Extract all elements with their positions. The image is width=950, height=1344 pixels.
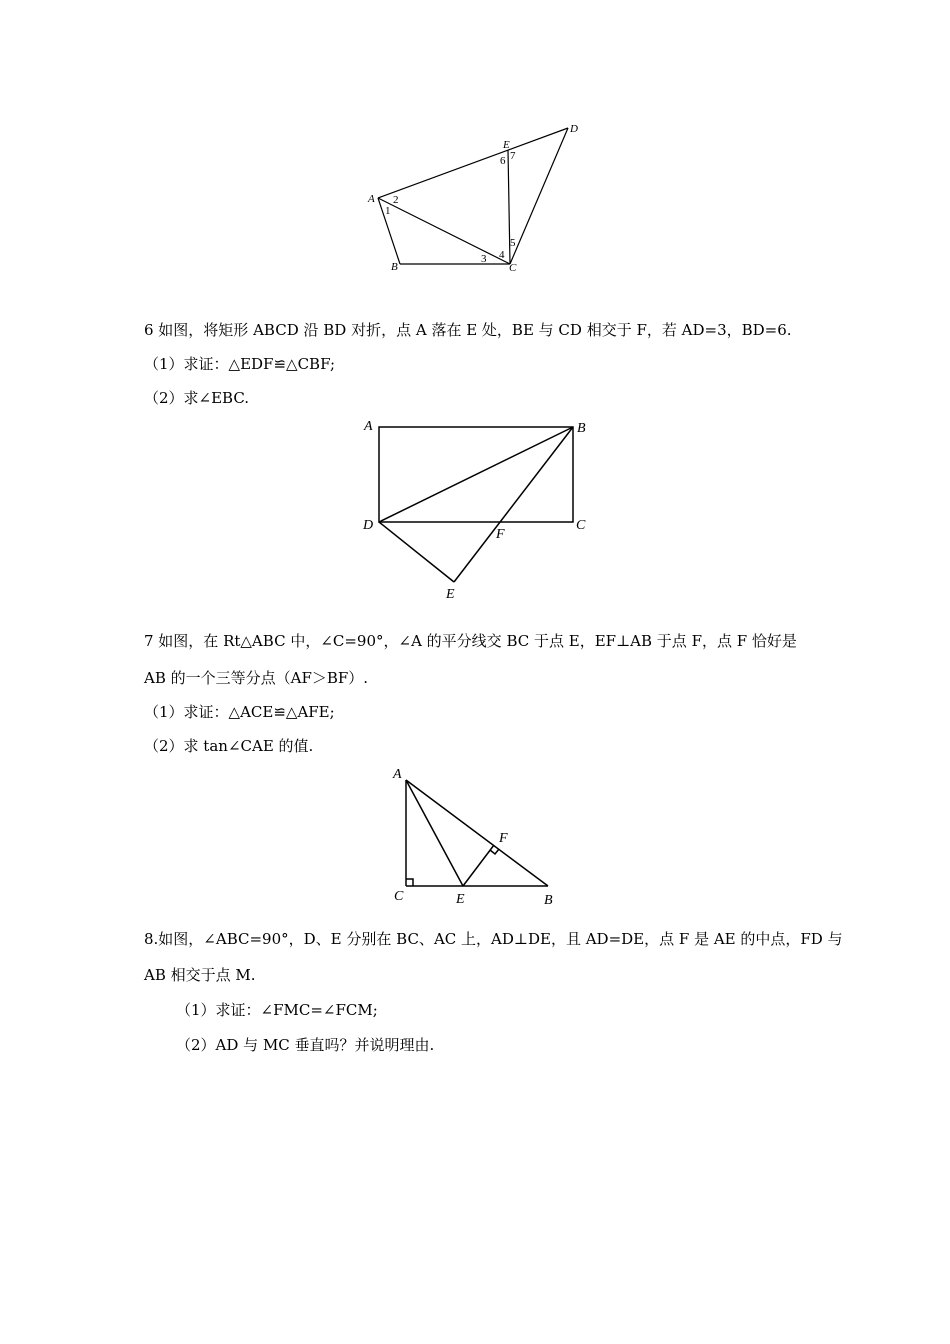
figure-folded-rectangle (355, 412, 595, 607)
problem-7-stem-line-1: 7 如图，在 Rt△ABC 中，∠C=90°，∠A 的平分线交 BC 于点 E，EF⊥AB 于点 F，点 F 恰好是 (144, 632, 797, 650)
segment-CD (510, 128, 568, 264)
label-D: D (570, 123, 578, 135)
label-A: A (364, 419, 373, 434)
problem-7-stem-line-2: AB 的一个三等分点（AF＞BF）. (144, 669, 369, 687)
right-angle-mark-F (490, 849, 499, 854)
problem-8-part-2: （2）AD 与 MC 垂直吗？并说明理由. (176, 1036, 435, 1054)
segment-EF (463, 845, 494, 886)
segment-BE (454, 427, 573, 582)
label-B: B (577, 421, 586, 436)
label-E: E (456, 892, 465, 907)
problem-8-stem-line-1: 8.如图，∠ABC=90°，D、E 分别在 BC、AC 上，AD⊥DE，且 AD=DE，点 F 是 AE 的中点，FD 与 (144, 930, 843, 948)
label-angle-4: 4 (499, 249, 505, 261)
label-A: A (393, 767, 402, 782)
label-C: C (509, 262, 517, 274)
label-E: E (446, 587, 455, 602)
label-D: D (363, 518, 374, 533)
segment-AB (406, 780, 548, 886)
figure-right-triangle (385, 762, 565, 910)
label-C: C (576, 518, 586, 533)
segment-AE (406, 780, 463, 886)
problem-6-part-1: （1）求证：△EDF≌△CBF; (144, 355, 335, 373)
segment-AC (378, 198, 510, 264)
label-E: E (503, 139, 510, 151)
label-B: B (391, 261, 398, 273)
problem-7-part-2: （2）求 tan∠CAE 的值. (144, 737, 314, 755)
problem-6-part-2: （2）求∠EBC. (144, 389, 250, 407)
label-angle-1: 1 (385, 205, 391, 217)
label-B: B (544, 893, 553, 908)
label-angle-6: 6 (500, 155, 506, 167)
problem-6-stem: 6 如图，将矩形 ABCD 沿 BD 对折，点 A 落在 E 处，BE 与 CD 相交于 F，若 AD=3，BD=6. (144, 321, 792, 339)
label-angle-5: 5 (510, 237, 516, 249)
segment-AD (378, 128, 568, 198)
label-F: F (499, 831, 508, 846)
right-angle-mark-C (406, 879, 413, 886)
label-A: A (368, 193, 375, 205)
label-angle-3: 3 (481, 253, 487, 265)
problem-8-part-1: （1）求证：∠FMC=∠FCM; (176, 1001, 378, 1019)
segment-DE (379, 522, 454, 582)
label-angle-7: 7 (510, 150, 516, 162)
label-C: C (394, 889, 404, 904)
figure-quadrilateral (360, 118, 590, 278)
problem-8-stem-line-2: AB 相交于点 M. (144, 966, 256, 984)
segment-DB (379, 427, 573, 522)
label-F: F (496, 527, 505, 542)
label-angle-2: 2 (393, 194, 399, 206)
problem-7-part-1: （1）求证：△ACE≌△AFE; (144, 703, 335, 721)
